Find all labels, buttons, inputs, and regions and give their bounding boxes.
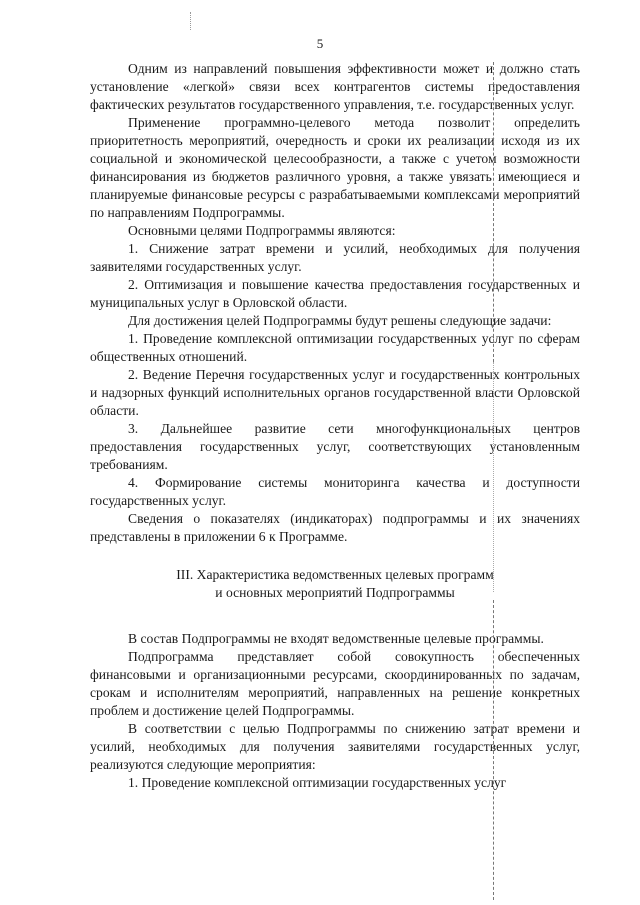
section-heading bbox=[90, 566, 580, 602]
document-body bbox=[90, 60, 580, 792]
list-item: 1. Проведение комплексной оптимизации государственных услуг по сферам общественных отношений. bbox=[90, 331, 580, 364]
section-heading-line: и основных мероприятий Подпрограммы bbox=[215, 585, 455, 600]
paragraph: В соответствии с целью Подпрограммы по снижению затрат времени и усилий, необходимых для получения заявителями государственных услуг, реализуются следующие мероприятия: bbox=[90, 721, 580, 772]
paragraph: Сведения о показателях (индикаторах) подпрограммы и их значениях представлены в приложении 6 к Программе. bbox=[90, 511, 580, 544]
scan-artifact-line bbox=[493, 600, 494, 900]
section-heading-line: III. Характеристика ведомственных целевых программ bbox=[176, 567, 494, 582]
paragraph: Одним из направлений повышения эффективности может и должно стать установление «легкой» связи всех контрагентов системы предоставления фактических результатов государственного управления, т.е. государственных услуг. bbox=[90, 61, 580, 112]
paragraph: Для достижения целей Подпрограммы будут решены следующие задачи: bbox=[128, 313, 552, 328]
paragraph: Основными целями Подпрограммы являются: bbox=[128, 223, 396, 238]
paragraph: Подпрограмма представляет собой совокупность обеспеченных финансовыми и организационными ресурсами, скоординированных по задачам, срокам и исполнителям мероприятий, направленных на решение конкретных проблем и достижение целей Подпрограммы. bbox=[90, 649, 580, 718]
page-number: 5 bbox=[316, 36, 324, 51]
paragraph: В состав Подпрограммы не входят ведомственные целевые программы. bbox=[128, 631, 544, 646]
scan-artifact-line bbox=[493, 362, 494, 592]
list-item: 1. Проведение комплексной оптимизации государственных услуг bbox=[128, 775, 507, 790]
list-item: 1. Снижение затрат времени и усилий, необходимых для получения заявителями государственных услуг. bbox=[90, 241, 580, 274]
list-item: 2. Оптимизация и повышение качества предоставления государственных и муниципальных услуг в Орловской области. bbox=[90, 277, 580, 310]
list-item: 4. Формирование системы мониторинга качества и доступности государственных услуг. bbox=[90, 475, 580, 508]
list-item: 3. Дальнейшее развитие сети многофункциональных центров предоставления государственных услуг, соответствующих установленным требованиям. bbox=[90, 421, 580, 472]
scan-artifact bbox=[190, 12, 191, 30]
paragraph: Применение программно-целевого метода позволит определить приоритетность мероприятий, очередность и сроки их реализации исходя из их социальной и экономической целесообразности, а также с учетом возможности финансирования из бюджетов различного уровня, а также увязать имеющиеся и планируемые финансовые ресурсы с разрабатываемыми комплексами мероприятий по направлениям Подпрограммы. bbox=[90, 115, 580, 220]
list-item: 2. Ведение Перечня государственных услуг и государственных контрольных и надзорных функций исполнительных органов государственной власти Орловской области. bbox=[90, 367, 580, 418]
scan-artifact-line bbox=[493, 62, 494, 362]
